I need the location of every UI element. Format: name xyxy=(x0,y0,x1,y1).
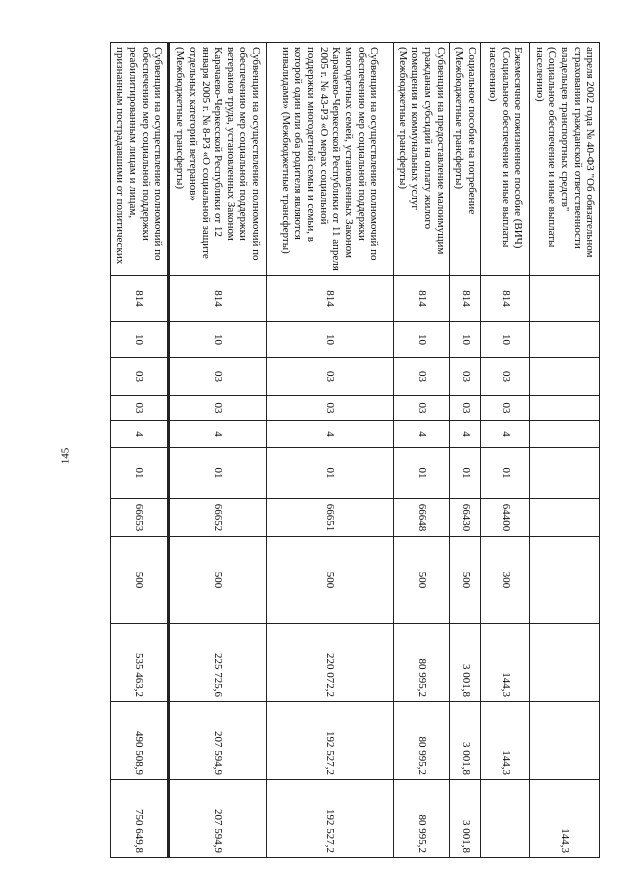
subsection-code-cell: 03 xyxy=(266,358,393,396)
amount-total-cell: 225 725,6 xyxy=(168,624,266,702)
section-code-cell: 10 xyxy=(266,322,393,358)
program-code-cell: 03 xyxy=(481,396,530,421)
ministry-code-cell: 814 xyxy=(393,276,450,322)
amount-federal-cell: 3 001,8 xyxy=(450,702,481,780)
table-row xyxy=(168,43,266,858)
subsection-code-cell: 03 xyxy=(450,358,481,396)
expense-type-code-cell: 500 xyxy=(168,537,266,624)
amount-total-cell: 3 001,8 xyxy=(450,624,481,702)
amount-federal-cell: 490 508,9 xyxy=(111,702,169,780)
section-code-cell: 10 xyxy=(168,322,266,358)
amount-total-cell xyxy=(530,624,600,702)
row-name-cell: Ежемесячное пожизненное пособие (ВИЧ) (Социальное обеспечение и иные выплаты населению) xyxy=(481,43,530,276)
expense-type-code-cell: 500 xyxy=(266,537,393,624)
subsection-code-cell: 03 xyxy=(168,358,266,396)
expense-code-cell: 64400 xyxy=(481,499,530,537)
direction-code-cell: 01 xyxy=(393,448,450,499)
ministry-code-cell xyxy=(530,276,600,322)
subprogram-code-cell: 4 xyxy=(111,421,169,448)
amount-federal-cell: 144,3 xyxy=(481,702,530,780)
amount-regional-cell: 750 649,8 xyxy=(111,780,169,858)
amount-regional-cell: 144,3 xyxy=(530,780,600,858)
direction-code-cell: 01 xyxy=(266,448,393,499)
page-number: 145 xyxy=(59,447,72,465)
row-name-cell: Субвенции на предоставление малоимущим гражданам субсидий на оплату жилого помещения и коммунальных услуг (Межбюджетные трансферты) xyxy=(393,43,450,276)
program-code-cell: 03 xyxy=(111,396,169,421)
expense-code-cell: 66651 xyxy=(266,499,393,537)
table-row xyxy=(530,43,600,858)
direction-code-cell: 01 xyxy=(481,448,530,499)
subprogram-code-cell: 4 xyxy=(450,421,481,448)
ministry-code-cell: 814 xyxy=(168,276,266,322)
program-code-cell: 03 xyxy=(393,396,450,421)
row-name-cell: Социальное пособие на погребение (Межбюджетные трансферты) xyxy=(450,43,481,276)
expense-type-code-cell: 500 xyxy=(450,537,481,624)
direction-code-cell: 01 xyxy=(168,448,266,499)
row-name-cell: Субвенции на осуществление полномочий по обеспечению мер социальной поддержки реабилитированным лицам и лицам, признанным пострадавшими от политических xyxy=(111,43,169,276)
amount-federal-cell: 192 527,2 xyxy=(266,702,393,780)
direction-code-cell: 01 xyxy=(450,448,481,499)
subprogram-code-cell: 4 xyxy=(393,421,450,448)
amount-total-cell: 80 995,2 xyxy=(393,624,450,702)
section-code-cell: 10 xyxy=(450,322,481,358)
subsection-code-cell: 03 xyxy=(111,358,169,396)
direction-code-cell xyxy=(530,448,600,499)
table-row xyxy=(393,43,450,858)
ministry-code-cell: 814 xyxy=(481,276,530,322)
ministry-code-cell: 814 xyxy=(111,276,169,322)
expense-code-cell: 66652 xyxy=(168,499,266,537)
amount-federal-cell: 80 995,2 xyxy=(393,702,450,780)
section-code-cell: 10 xyxy=(481,322,530,358)
subprogram-code-cell: 4 xyxy=(168,421,266,448)
ministry-code-cell: 814 xyxy=(450,276,481,322)
amount-regional-cell: 3 001,8 xyxy=(450,780,481,858)
subprogram-code-cell: 4 xyxy=(266,421,393,448)
expense-type-code-cell: 500 xyxy=(111,537,169,624)
expense-type-code-cell: 300 xyxy=(481,537,530,624)
expense-type-code-cell xyxy=(530,537,600,624)
amount-federal-cell: 207 594,9 xyxy=(168,702,266,780)
table-body xyxy=(111,43,600,858)
amount-total-cell: 535 463,2 xyxy=(111,624,169,702)
row-name-cell: Субвенции на осуществление полномочий по обеспечению мер социальной поддержки ветеранов труда, установленных Законом Карачаево-Черкесской Республики от 12 января 2005 г. № 8-РЗ «О социальной защите отдельных категорий ветеранов» (Межбюджетные трансферты) xyxy=(168,43,266,276)
amount-total-cell: 220 072,2 xyxy=(266,624,393,702)
row-name-cell: апреля 2002 года № 40-ФЗ "Об обязательном страховании гражданской ответственности владельцев транспортных средств" (Социальное обеспечение и иные выплаты населению) xyxy=(530,43,600,276)
program-code-cell: 03 xyxy=(450,396,481,421)
expense-code-cell: 66648 xyxy=(393,499,450,537)
table-row xyxy=(450,43,481,858)
expense-code-cell: 66430 xyxy=(450,499,481,537)
amount-federal-cell xyxy=(530,702,600,780)
subsection-code-cell: 03 xyxy=(481,358,530,396)
row-name-cell: Субвенции на осуществление полномочий по обеспечению мер социальной поддержки многодетных семей, установленных Законом Карачаево-Черкесской Республики от 11 апреля 2005 г. № 43-РЗ «О мерах социальной поддержки многодетной семьи и семьи, в которой один или оба родителя являются инвалидами» (Межбюджетные трансферты) xyxy=(266,43,393,276)
subsection-code-cell xyxy=(530,358,600,396)
direction-code-cell: 01 xyxy=(111,448,169,499)
amount-regional-cell: 80 995,2 xyxy=(393,780,450,858)
amount-regional-cell: 207 594,9 xyxy=(168,780,266,858)
subsection-code-cell: 03 xyxy=(393,358,450,396)
expense-code-cell xyxy=(530,499,600,537)
table-row xyxy=(481,43,530,858)
section-code-cell: 10 xyxy=(393,322,450,358)
section-code-cell xyxy=(530,322,600,358)
budget-table xyxy=(110,42,600,858)
ministry-code-cell: 814 xyxy=(266,276,393,322)
subprogram-code-cell: 4 xyxy=(481,421,530,448)
program-code-cell xyxy=(530,396,600,421)
amount-regional-cell: 192 527,2 xyxy=(266,780,393,858)
expense-code-cell: 66653 xyxy=(111,499,169,537)
subprogram-code-cell xyxy=(530,421,600,448)
program-code-cell: 03 xyxy=(168,396,266,421)
amount-regional-cell xyxy=(481,780,530,858)
amount-total-cell: 144,3 xyxy=(481,624,530,702)
table-row xyxy=(266,43,393,858)
expense-type-code-cell: 500 xyxy=(393,537,450,624)
table-row xyxy=(111,43,169,858)
program-code-cell: 03 xyxy=(266,396,393,421)
rotated-table-container xyxy=(110,42,600,858)
section-code-cell: 10 xyxy=(111,322,169,358)
